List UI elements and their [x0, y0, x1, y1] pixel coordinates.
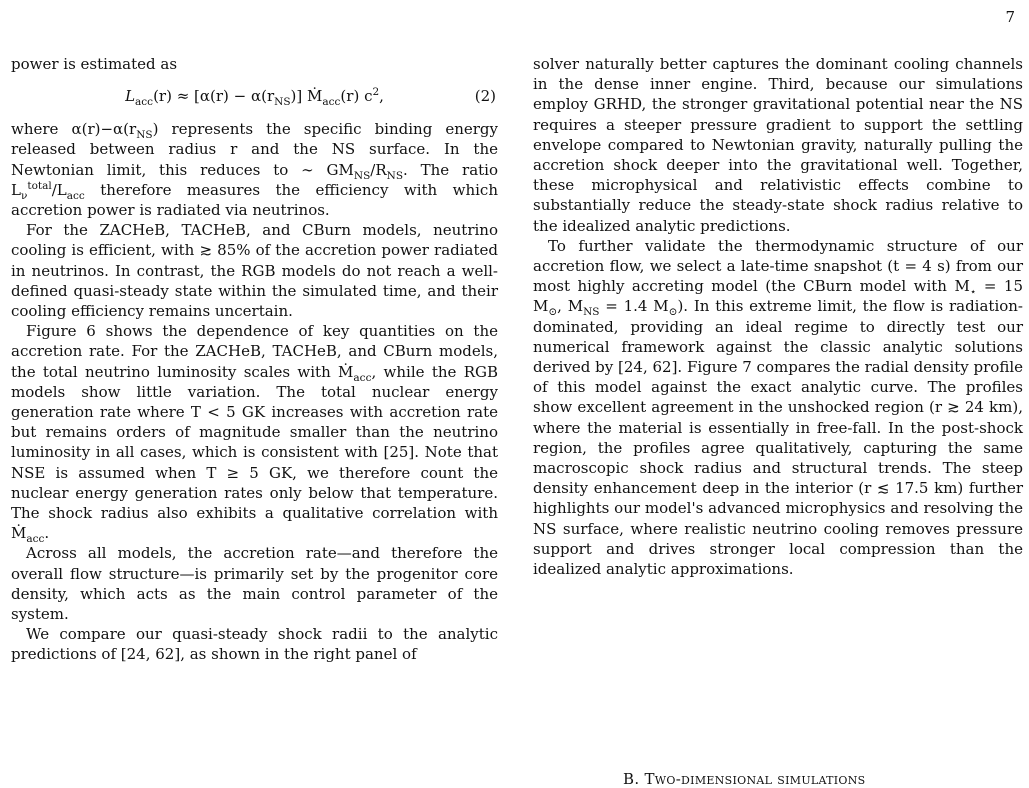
eq-tail: ,	[379, 87, 384, 106]
paragraph-figure-6	[11, 321, 498, 546]
text-run: /L	[51, 180, 67, 199]
paragraph-intro: power is estimated as	[11, 55, 178, 73]
page-number: 7	[1005, 8, 1015, 26]
eq-square: 2	[372, 86, 380, 99]
paragraph-validation	[533, 236, 1023, 579]
superscript: total	[27, 179, 52, 192]
subscript: ν	[20, 189, 28, 202]
eq-part-c: (r) c	[340, 87, 373, 106]
eq-ns-sub: NS	[274, 96, 291, 109]
subscript: NS	[386, 169, 404, 182]
paragraph-cooling-efficiency: For the ZACHeB, TACHeB, and CBurn models, neutrino cooling is efficient, with ≳ 85% of the accretion power radiated in neutrinos. In contrast, the RGB models do not reach a well-defined quasi-steady state within the simulated time, and their cooling efficiency remains uncertain.	[11, 221, 498, 321]
subscript: NS	[583, 306, 600, 319]
eq-acc-sub: acc	[322, 96, 341, 109]
text-run: ). In this extreme limit, the flow is radiation-dominated, providing an ideal regime to directly test our numerical framework against the classic analytic solutions derived by [24, 62]. Figure 7 compares the radial density profile of this model against the exact analytic curve. The profiles show excellent agreement in the unshocked region (r ≳ 24 km), where the material is essentially in free-fall. In the post-shock region, the profiles agree qualitatively, capturing the same macroscopic shock radius and structural trends. The steep density enhancement deep in the interior (r ≲ 17.5 km) further highlights our model's advanced microphysics and resolving the NS surface, where realistic neutrino cooling removes pressure support and drives stronger local compression than the idealized analytic approximations.	[533, 297, 1024, 579]
left-column	[11, 54, 498, 665]
paragraph-shock-radii: We compare our quasi-steady shock radii to the analytic predictions of [24, 62], as shown in the right panel of	[11, 625, 498, 664]
text-run: To further validate the thermodynamic structure of our accretion flow, we select a late-time snapshot (t = 4 s) from our most highly accreting model (the CBurn model with M	[533, 236, 1023, 296]
eq-part-a: (r) ≈ [α(r) − α(r	[153, 87, 275, 106]
subscript: acc	[353, 371, 372, 384]
subscript: ⊙	[668, 306, 678, 319]
text-run: = 15 M	[533, 277, 1023, 316]
subscript: NS	[136, 129, 153, 142]
eq-lhs-sub: acc	[135, 96, 154, 109]
text-run: /R	[370, 160, 387, 179]
paragraph-binding-energy	[11, 119, 498, 220]
text-run: , M	[557, 297, 584, 316]
subscript: acc	[26, 533, 45, 546]
paragraph-continued: solver naturally better captures the dominant cooling channels in the dense inner engine. Third, because our simulations employ GRHD, the stronger gravitational potential near the NS requires a steeper pressure gradient to support the settling envelope compared to Newtonian gravity, naturally pulling the accretion shock deeper into the gravitational well. Together, these microphysical and relativistic effects combine to substantially reduce the steady-state shock radius relative to the idealized analytic predictions.	[533, 55, 1023, 235]
subscript: ⊙	[548, 306, 558, 319]
text-run: . The ratio L	[11, 160, 498, 199]
text-run: where α(r)−α(r	[11, 120, 137, 139]
equation-number: (2)	[474, 87, 496, 106]
subscript: ⋆	[969, 286, 977, 299]
eq-lhs: L	[125, 87, 136, 106]
text-run: .	[44, 524, 50, 543]
equation-2	[11, 85, 498, 107]
equation-body	[125, 85, 384, 107]
section-heading: B. Two-dimensional simulations	[623, 770, 866, 788]
text-run: Figure 6 shows the dependence of key quantities on the accretion rate. For the ZACHeB, TACHeB, and CBurn models, the total neutrino luminosity scales with Ṁ	[11, 322, 498, 381]
right-column	[533, 54, 1023, 579]
text-run: , while the RGB models show little variation. The total nuclear energy generation rate where T < 5 GK increases with accretion rate but remains orders of magnitude smaller than the neutrino luminosity in all cases, which is consistent with [25]. Note that NSE is assumed when T ≥ 5 GK, we therefore count the nuclear energy generation rates only below that temperature. The shock radius also exhibits a qualitative correlation with Ṁ	[11, 362, 498, 543]
eq-part-b: )] Ṁ	[290, 87, 323, 106]
subscript: NS	[353, 169, 371, 182]
subscript: acc	[66, 189, 85, 202]
text-run: ) represents the specific binding energy released between radius r and the NS surface. In the Newtonian limit, this reduces to ∼ GM	[11, 120, 498, 179]
text-run: = 1.4 M	[599, 297, 669, 316]
text-run: therefore measures the efficiency with which accretion power is radiated via neutrinos.	[11, 180, 498, 220]
paragraph-accretion-rate: Across all models, the accretion rate—and therefore the overall flow structure—is primarily set by the progenitor core density, which acts as the main control parameter of the system.	[11, 544, 498, 624]
